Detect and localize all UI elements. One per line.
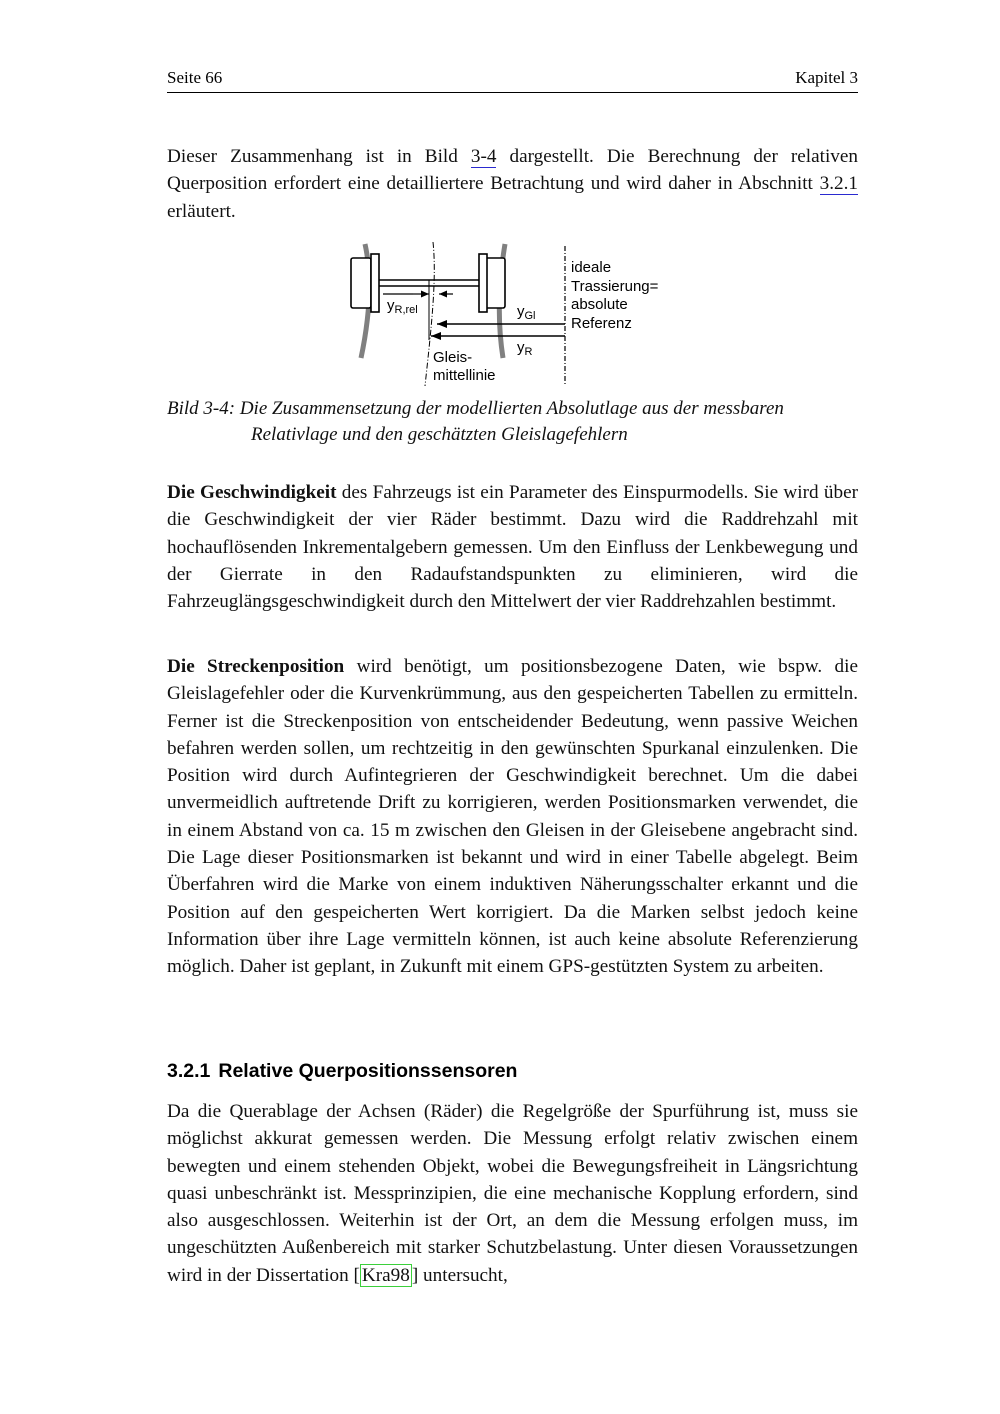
ygl-label: $y_{Gl}$ <box>517 303 536 322</box>
page-header <box>167 66 858 93</box>
right-wheel-flange <box>479 254 487 312</box>
figure-caption <box>167 396 858 448</box>
intro-text-1: Dieser Zusammenhang ist in Bild <box>167 146 471 167</box>
reference-label-line2: Trassierung= <box>571 278 659 295</box>
gleis-label-line1: Gleis- <box>433 349 473 366</box>
section-number: 3.2.1 <box>167 1060 211 1082</box>
right-wheel <box>485 258 505 308</box>
left-wheel-flange <box>371 254 379 312</box>
caption-line-2: Relativlage und den geschätzten Gleislagefehlern <box>251 424 628 445</box>
section-text-2: untersucht, <box>418 1264 508 1286</box>
citation-link[interactable]: Kra98 <box>361 1264 410 1286</box>
figure-3-4 <box>345 240 675 390</box>
page-number: Seite 66 <box>167 68 223 87</box>
caption-line-1: Bild 3-4: Die Zusammensetzung der modellierten Absolutlage aus der messbaren <box>167 398 784 419</box>
paragraph-heading-geschwindigkeit: Die Geschwindigkeit <box>167 482 337 503</box>
ygl-arrowhead <box>437 320 447 328</box>
yr-label: $y_R$ <box>517 339 533 358</box>
chapter-label: Kapitel 3 <box>795 68 858 87</box>
intro-text-3: erläutert. <box>167 200 236 222</box>
section-reference-link[interactable]: 3.2.1 <box>819 173 858 195</box>
left-wheel <box>351 258 371 308</box>
geschwindigkeit-text: des Fahrzeugs ist ein Parameter des Einspurmodells. Sie wird über die Geschwindigkeit der vier Räder bestimmt. Dazu wird die Raddrehzahl mit hochauflösenden Inkrementalgebern gemessen. Um den Einfluss der Lenkbewegung und der Gierrate in den Radaufstandspunkten zu eliminieren, wird die Fahrzeuglängsgeschwindigkeit durch den Mittelwert der vier Raddrehzahlen bestimmt. <box>167 482 858 613</box>
geschwindigkeit-paragraph <box>167 479 858 615</box>
section-text-1: Da die Querablage der Achsen (Räder) die Regelgröße der Spurführung ist, muss sie möglichst akkurat gemessen werden. Die Messung erfolgt relativ zwischen einem bewegten und einem stehenden Objekt, wobei die Bewegungsfreiheit in Längsrichtung quasi unbeschränkt ist. Messprinzipien, die eine mechanische Kopplung erfordern, sind also ausgeschlossen. Weiterhin ist der Ort, an dem die Messung erfolgen muss, im ungeschützten Außenbereich mit starker Schutzbelastung. Unter diesen Voraussetzungen wird in der Dissertation <box>167 1101 858 1286</box>
gleis-label-line2: mittellinie <box>433 367 496 384</box>
intro-paragraph <box>167 143 858 225</box>
streckenposition-text: wird benötigt, um positionsbezogene Daten, wie bspw. die Gleislagefehler oder die Kurvenkrümmung, aus den gespeicherten Tabellen zu ermitteln. Ferner ist die Streckenposition von entscheidender Bedeutung, wenn passive Weichen befahren werden sollen, um rechtzeitig in den gewünschten Spurkanal einzulenken. Die Position wird durch Aufintegrieren der Geschwindigkeit berechnet. Um die dabei unvermeidlich auftretende Drift zu korrigieren, werden Positionsmarken verwendet, die in einem Abstand von ca. 15 m zwischen den Gleisen in der Gleisebene angebracht sind. Die Lage dieser Positionsmarken ist bekannt und wird in einer Tabelle abgelegt. Beim Überfahren wird die Marke von einem induktiven Näherungsschalter erkannt und die Position auf den gespeicherten Wert korrigiert. Da die Marken selbst jedoch keine Information über ihre Lage vermitteln können, ist auch keine absolute Referenzierung möglich. Daher ist geplant, in Zukunft mit einem GPS-gestützten System zu arbeiten. <box>167 656 858 978</box>
yr-arrowhead <box>431 332 441 340</box>
yrel-arrowhead-left <box>421 291 429 298</box>
reference-label-line1: ideale <box>571 259 612 276</box>
reference-label-line4: Referenz <box>571 315 632 332</box>
yrel-arrowhead-right <box>439 291 447 298</box>
paragraph-heading-streckenposition: Die Streckenposition <box>167 656 345 677</box>
reference-label-line3: absolute <box>571 296 628 313</box>
section-paragraph: Da die Querablage der Achsen (Räder) die Regelgröße der Spurführung ist, muss sie möglichst akkurat gemessen werden. Die Messung erfolgt relativ zwischen einem bewegten und einem stehenden Objekt, wobei die Bewegungsfreiheit in Längsrichtung quasi unbeschränkt ist. Messprinzipien, die eine mechanische Kopplung erfordern, sind also ausgeschlossen. Weiterhin ist der Ort, an dem die Messung erfolgen muss, im ungeschützten Außenbereich mit starker Schutzbelastung. Unter diesen Voraussetzungen wird in der Dissertation [ Kra98 ] untersucht, <box>167 1101 858 1286</box>
yrel-label: $y_{R,rel}$ <box>387 297 418 316</box>
section-heading <box>167 1060 517 1083</box>
section-title: Relative Querpositionssensoren <box>218 1060 518 1082</box>
streckenposition-paragraph <box>167 653 858 981</box>
figure-reference-link[interactable]: 3-4 <box>470 146 497 167</box>
intro-text-2: dargestellt. Die Berechnung der relativen Querposition erfordert eine detailliertere Betrachtung und wird daher in Abschnitt <box>167 146 858 195</box>
axle-position-diagram <box>345 240 675 390</box>
